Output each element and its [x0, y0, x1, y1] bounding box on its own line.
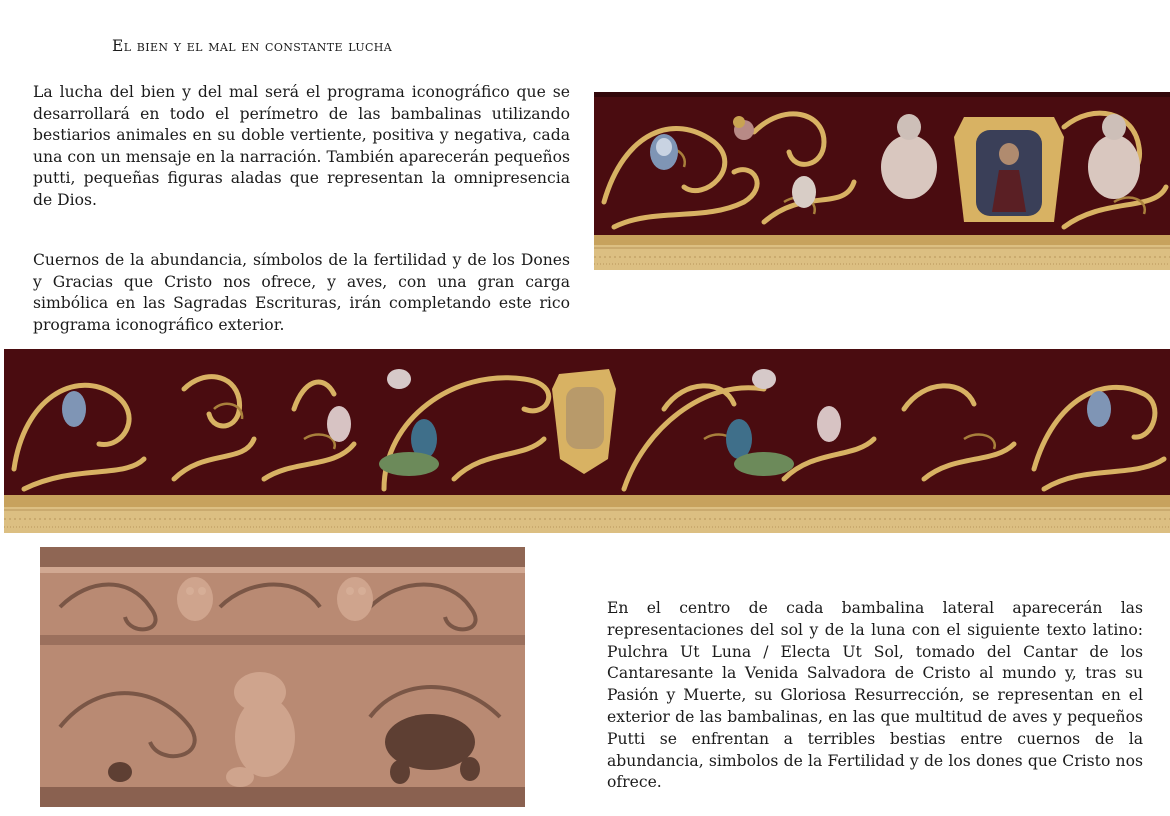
page-title: El bien y el mal en constante lucha [112, 37, 393, 55]
paragraph-sun-moon: En el centro de cada bambalina lateral aparecerán las representaciones del sol y de la luna con el siguiente texto latino: Pulchra Ut Luna / Electa Ut Sol, tomado del Cantar de los Cantaresante la Venida Salvadora de Cristo al mundo y, tras su Pasión y Muerte, su Gloriosa Resurrección, se representan en el exterior de las bambalinas, en las que multitud de aves y pequeños Putti se enfrentan a terribles bestias entre cuernos de la abundancia, simbolos de la Fertilidad y de los dones que Cristo nos ofrece. [607, 599, 1143, 792]
embroidered-valance-side-image [4, 349, 1170, 533]
paragraph-intro: La lucha del bien y del mal será el programa iconográfico que se desarrollará en todo el perímetro de las bambalinas utilizando bestiarios animales en su doble vertiente, positiva y negativa, cada una con un mensaje en la narración. También aparecerán pequeños putti, pequeñas figuras aladas que representan la omnipresencia de Dios. [33, 83, 570, 209]
embroidered-valance-center-image [594, 92, 1170, 270]
paragraph-cornucopias: Cuernos de la abundancia, símbolos de la fertilidad y de los Dones y Gracias que Cristo nos ofrece, y aves, con una gran carga simbólica en las Sagradas Escrituras, irán completando este rico programa iconográfico exterior. [33, 251, 570, 334]
stone-relief-photo [40, 547, 525, 807]
